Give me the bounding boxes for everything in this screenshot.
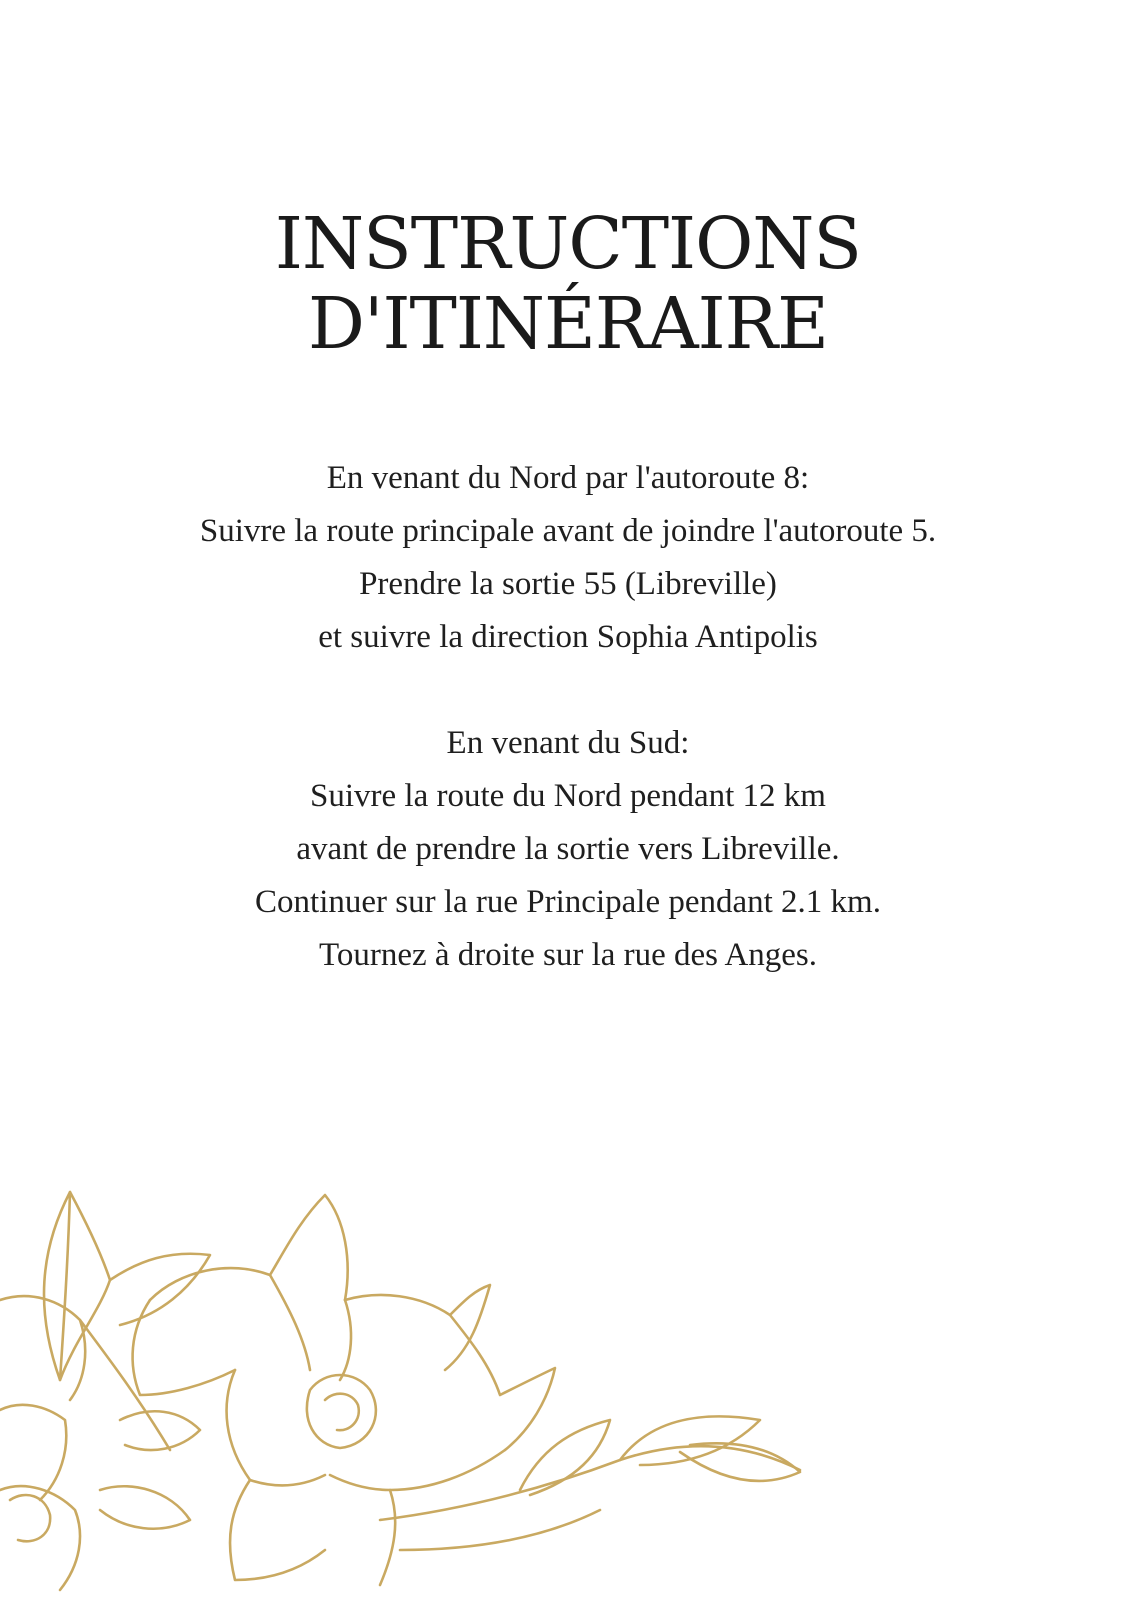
north-line-1: Suivre la route principale avant de joindre l'autoroute 5.	[199, 513, 937, 549]
leaf-vein	[60, 1192, 70, 1380]
flower-center	[325, 1394, 359, 1431]
title-line-1: INSTRUCTIONS	[274, 202, 862, 285]
flower-petal	[150, 1195, 348, 1300]
flower-petal	[345, 1285, 490, 1370]
flower-petal	[230, 1480, 325, 1580]
north-heading: En venant du Nord par l'autoroute 8:	[326, 460, 810, 496]
leaf-outline	[120, 1411, 200, 1450]
flower-petal	[340, 1300, 351, 1380]
south-line-1: Suivre la route du Nord pendant 12 km	[310, 778, 826, 814]
flower-center	[10, 1495, 50, 1541]
flower-petal	[450, 1315, 555, 1450]
leaf-outline	[110, 1254, 210, 1325]
flower-center	[307, 1375, 376, 1448]
north-line-2: Prendre la sortie 55 (Libreville)	[359, 566, 777, 602]
south-line-3: Continuer sur la rue Principale pendant 2.1 km.	[255, 884, 881, 920]
south-line-4: Tournez à droite sur la rue des Anges.	[318, 937, 818, 973]
leaf-outline	[44, 1192, 110, 1380]
paragraph-gap	[0, 664, 1136, 717]
flower-petal	[270, 1275, 310, 1370]
flower-petal	[0, 1296, 85, 1400]
north-line-3: et suivre la direction Sophia Antipolis	[318, 619, 818, 655]
south-line-2: avant de prendre la sortie vers Libreville.	[296, 831, 840, 867]
leaf-outline	[520, 1420, 610, 1495]
title-line-2: D'ITINÉRAIRE	[308, 282, 828, 365]
leaf-outline	[100, 1486, 190, 1528]
stem	[80, 1320, 170, 1450]
gold-floral-illustration	[0, 1190, 830, 1600]
flower-petal	[380, 1490, 395, 1585]
flower-petal	[330, 1450, 505, 1490]
directions-text	[0, 452, 1136, 982]
page-title	[0, 204, 1136, 364]
flower-petal	[0, 1405, 66, 1500]
stem	[400, 1510, 600, 1550]
south-heading: En venant du Sud:	[446, 725, 690, 761]
